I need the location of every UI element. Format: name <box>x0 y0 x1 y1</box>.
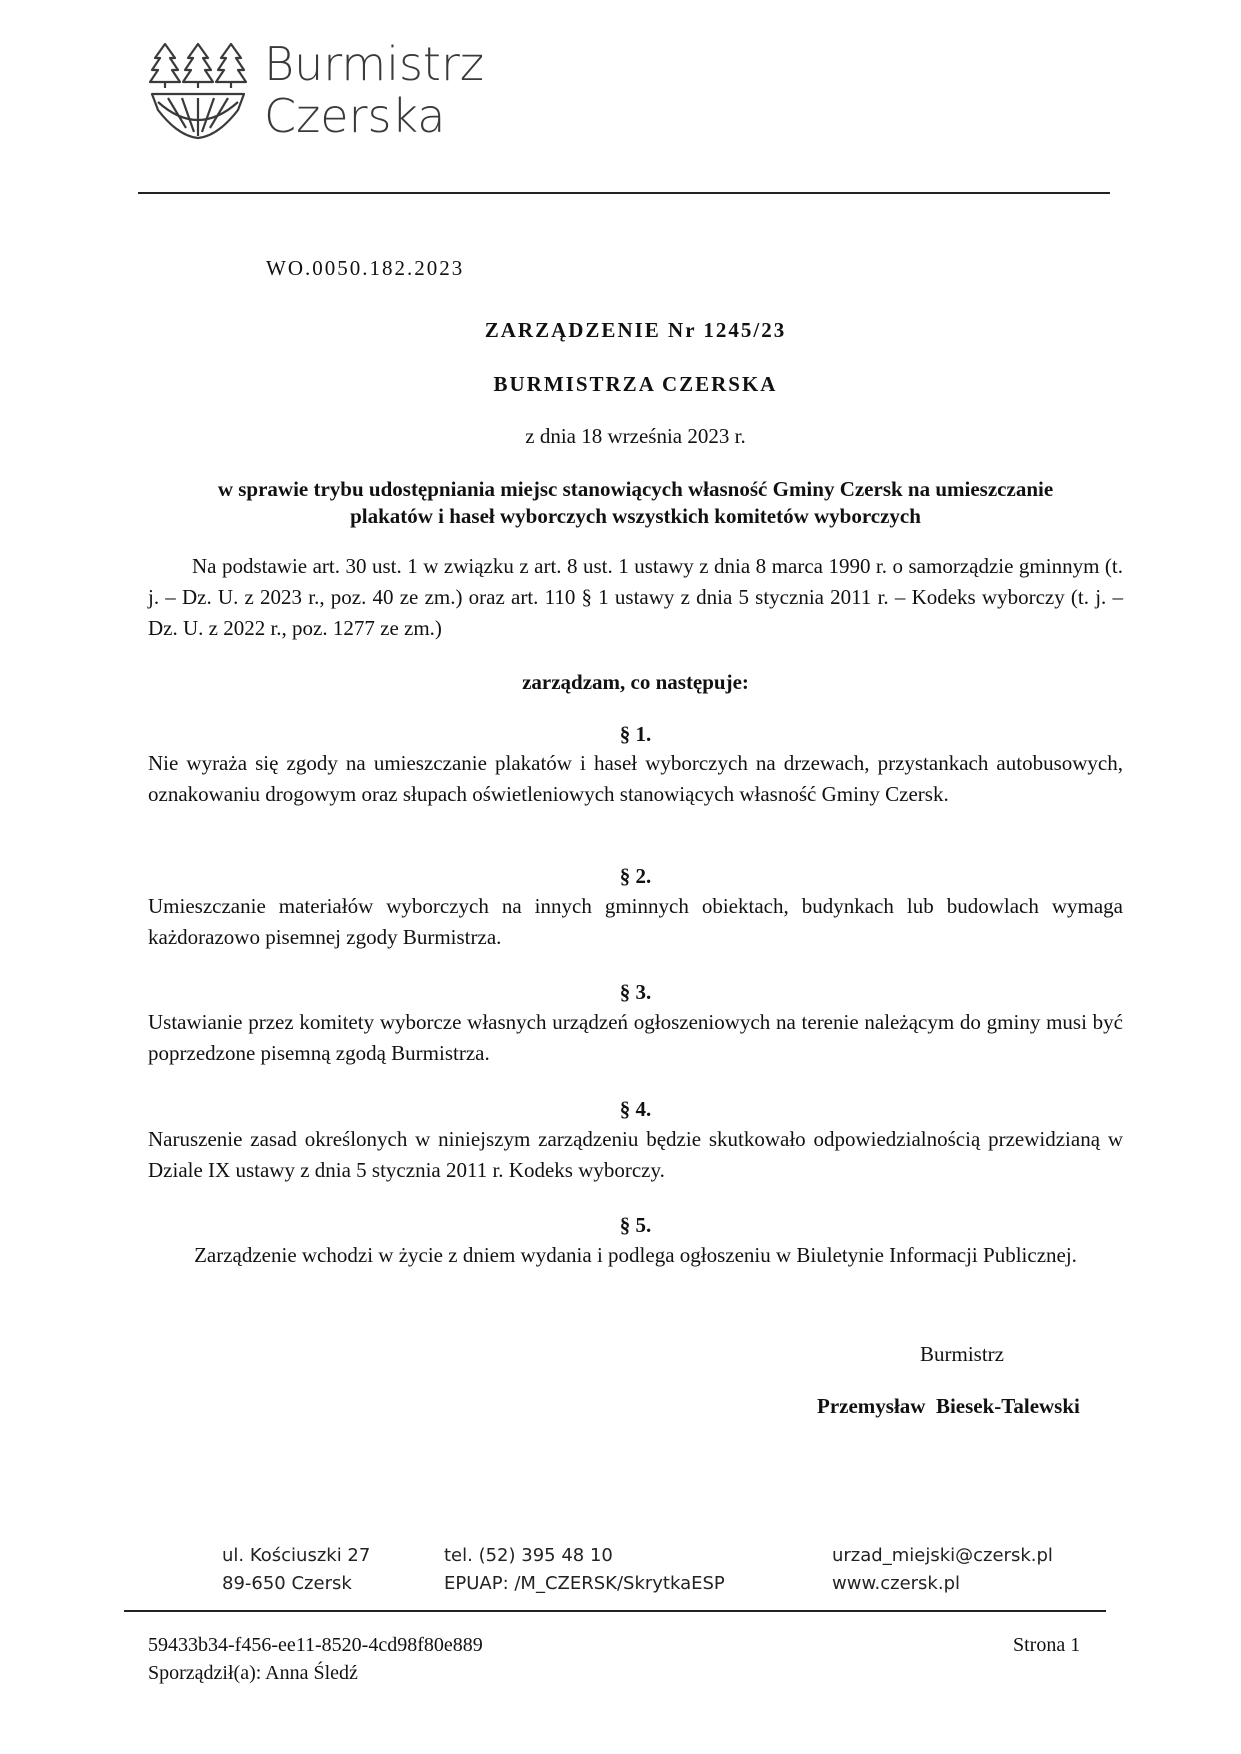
document-subject <box>148 476 1123 530</box>
section-4-heading: § 4. <box>619 1097 652 1121</box>
section-3-text: Ustawianie przez komitety wyborcze własnych urządzeń ogłoszeniowych na terenie należącym do gminy musi być poprzedzone pisemną zgodą Burmistrza. <box>148 1010 1123 1065</box>
section-2-text: Umieszczanie materiałów wyborczych na innych gminnych obiektach, budynkach lub budowlach wymaga każdorazowo pisemnej zgody Burmistrza. <box>148 894 1123 949</box>
footer-contact <box>444 1542 725 1598</box>
signature-title: Burmistrz <box>920 1342 1004 1366</box>
section-5-heading: § 5. <box>619 1213 652 1237</box>
logo-line-2: Czerska <box>264 89 446 143</box>
section-2-heading: § 2. <box>619 864 652 888</box>
logo-line-1: Burmistrz <box>264 37 485 91</box>
header-divider <box>138 192 1110 194</box>
section-3-heading: § 3. <box>619 980 652 1004</box>
decision-statement: zarządzam, co następuje: <box>522 670 749 694</box>
footer-address-street: ul. Kościuszki 27 <box>222 1545 371 1566</box>
subject-line-1: w sprawie trybu udostępniania miejsc stanowiących własność Gminy Czersk na umieszczanie <box>217 477 1054 501</box>
subject-line-2: plakatów i haseł wyborczych wszystkich komitetów wyborczych <box>350 504 921 528</box>
document-id: 59433b34-f456-ee11-8520-4cd98f80e889 <box>148 1634 483 1656</box>
legal-basis-preamble: Na podstawie art. 30 ust. 1 w związku z art. 8 ust. 1 ustawy z dnia 8 marca 1990 r. o samorządzie gminnym (t. j. – Dz. U. z 2023 r., poz. 40 ze zm.) oraz art. 110 § 1 ustawy z dnia 5 stycznia 2011 r. – Kodeks wyborczy (t. j. – Dz. U. z 2022 r., poz. 1277 ze zm.) <box>148 554 1123 640</box>
document-date: z dnia 18 września 2023 r. <box>525 424 746 448</box>
footer-divider <box>124 1610 1106 1612</box>
footer-address <box>222 1542 370 1598</box>
footer-address-city: 89-650 Czersk <box>222 1573 352 1594</box>
footer-phone: tel. (52) 395 48 10 <box>444 1545 613 1566</box>
czersk-coat-of-arms-logo <box>148 40 248 140</box>
footer-epuap: EPUAP: /M_CZERSK/SkrytkaESP <box>444 1573 725 1594</box>
footer-online <box>832 1542 1053 1598</box>
footer-website[interactable]: www.czersk.pl <box>832 1573 961 1594</box>
signature-name: Przemysław Biesek-Talewski <box>817 1394 1080 1418</box>
logo-wordmark <box>264 38 484 142</box>
section-4-text: Naruszenie zasad określonych w niniejszym zarządzeniu będzie skutkowało odpowiedzialnością przewidzianą w Dziale IX ustawy z dnia 5 stycznia 2011 r. Kodeks wyborczy. <box>148 1127 1123 1182</box>
section-5-text: Zarządzenie wchodzi w życie z dniem wydania i podlega ogłoszeniu w Biuletynie Informacji Publicznej. <box>194 1243 1077 1267</box>
page-number: Strona 1 <box>1013 1634 1081 1656</box>
document-author: Sporządził(a): Anna Śledź <box>148 1662 358 1684</box>
footer-email[interactable]: urzad_miejski@czersk.pl <box>832 1545 1053 1566</box>
section-1-heading: § 1. <box>619 722 652 746</box>
reference-number: WO.0050.182.2023 <box>266 256 465 280</box>
document-metadata <box>148 1631 483 1687</box>
document-title: ZARZĄDZENIE Nr 1245/23 <box>484 318 787 342</box>
section-1-text: Nie wyraża się zgody na umieszczanie plakatów i haseł wyborczych na drzewach, przystankach autobusowych, oznakowaniu drogowym oraz słupach oświetleniowych stanowiących własność Gminy Czersk. <box>148 751 1123 806</box>
document-issuer: BURMISTRZA CZERSKA <box>493 372 778 396</box>
